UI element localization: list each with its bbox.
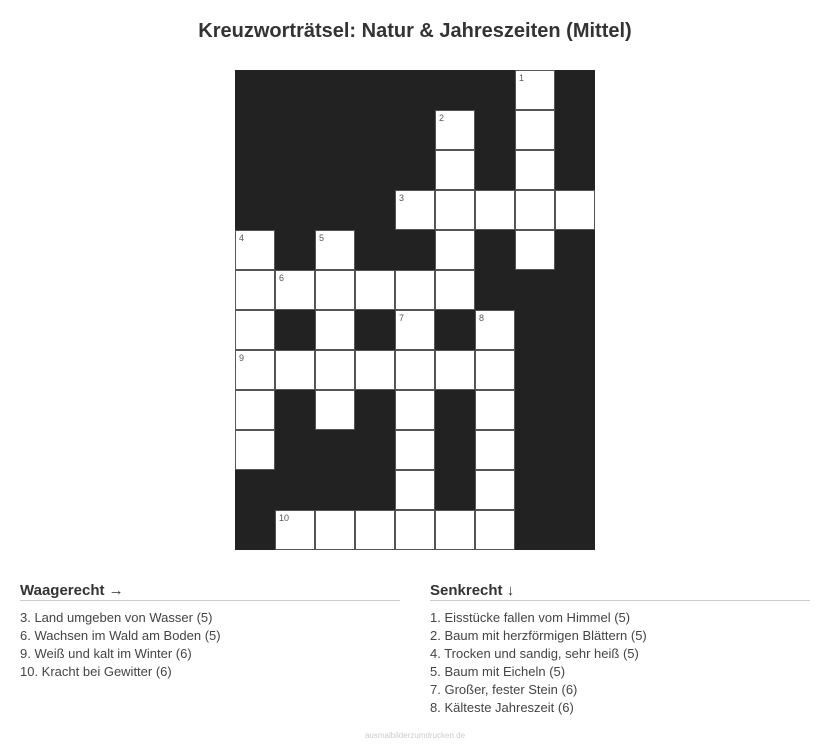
crossword-cell[interactable] (275, 270, 315, 310)
crossword-cell[interactable] (235, 430, 275, 470)
crossword-cell[interactable] (235, 390, 275, 430)
footer-credit: ausmalbilderzumdrucken.de (364, 731, 466, 740)
across-clue: 6. Wachsen im Wald am Boden (5) (20, 628, 221, 643)
crossword-cell[interactable] (475, 310, 515, 350)
crossword-cell[interactable] (515, 150, 555, 190)
crossword-cell[interactable] (355, 270, 395, 310)
clue-number: 8 (479, 313, 485, 323)
crossword-cell[interactable] (435, 230, 475, 270)
clue-number: 1 (519, 73, 525, 83)
crossword-cell[interactable] (435, 270, 475, 310)
across-clue: 3. Land umgeben von Wasser (5) (20, 610, 213, 625)
crossword-cell[interactable] (435, 510, 475, 550)
down-clue: 5. Baum mit Eicheln (5) (430, 664, 566, 679)
crossword-cell[interactable] (395, 190, 435, 230)
clue-number: 3 (399, 193, 405, 203)
crossword-cell[interactable] (555, 190, 595, 230)
crossword-grid (235, 70, 595, 550)
crossword-cell[interactable] (315, 270, 355, 310)
crossword-cell[interactable] (515, 230, 555, 270)
crossword-cell[interactable] (395, 350, 435, 390)
clue-number: 2 (439, 113, 445, 123)
crossword-cell[interactable] (515, 70, 555, 110)
crossword-cell[interactable] (435, 150, 475, 190)
crossword-cell[interactable] (315, 230, 355, 270)
crossword-cell[interactable] (395, 270, 435, 310)
down-clue: 1. Eisstücke fallen vom Himmel (5) (430, 610, 631, 625)
crossword-cell[interactable] (275, 350, 315, 390)
page-title: Kreuzworträtsel: Natur & Jahreszeiten (Mittel) (198, 20, 632, 42)
crossword-cell[interactable] (275, 510, 315, 550)
crossword-cell[interactable] (315, 350, 355, 390)
crossword-cell[interactable] (435, 110, 475, 150)
clue-number: 7 (399, 313, 405, 323)
crossword-cell[interactable] (235, 350, 275, 390)
crossword-cell[interactable] (395, 430, 435, 470)
crossword-cell[interactable] (235, 230, 275, 270)
crossword-cell[interactable] (435, 350, 475, 390)
crossword-cell[interactable] (475, 190, 515, 230)
crossword-cell[interactable] (235, 270, 275, 310)
across-clues-section (20, 582, 400, 681)
crossword-cell[interactable] (355, 350, 395, 390)
crossword-cell[interactable] (475, 510, 515, 550)
crossword-cell[interactable] (475, 350, 515, 390)
down-clue-list (430, 609, 810, 717)
down-clue: 8. Kälteste Jahreszeit (6) (430, 700, 574, 715)
down-clue: 2. Baum mit herzförmigen Blättern (5) (430, 628, 647, 643)
across-clue: 10. Kracht bei Gewitter (6) (20, 664, 172, 679)
crossword-cell[interactable] (475, 430, 515, 470)
crossword-cell[interactable] (515, 190, 555, 230)
crossword-cell[interactable] (475, 470, 515, 510)
clue-number: 5 (319, 233, 325, 243)
down-clue: 7. Großer, fester Stein (6) (430, 682, 578, 697)
crossword-cell[interactable] (515, 110, 555, 150)
crossword-cell[interactable] (395, 470, 435, 510)
crossword-cell[interactable] (235, 310, 275, 350)
clue-number: 6 (279, 273, 285, 283)
clue-number: 4 (239, 233, 245, 243)
crossword-cell[interactable] (315, 510, 355, 550)
clue-number: 9 (239, 353, 245, 363)
down-heading: Senkrecht ↓ (430, 582, 810, 601)
crossword-cell[interactable] (315, 390, 355, 430)
crossword-cell[interactable] (435, 190, 475, 230)
across-clue: 9. Weiß und kalt im Winter (6) (20, 646, 192, 661)
across-heading: Waagerecht → (20, 582, 400, 601)
crossword-cell[interactable] (395, 310, 435, 350)
crossword-cell[interactable] (475, 390, 515, 430)
crossword-cell[interactable] (395, 510, 435, 550)
down-clues-section (430, 582, 810, 717)
crossword-cell[interactable] (315, 310, 355, 350)
crossword-cell[interactable] (395, 390, 435, 430)
crossword-cell[interactable] (355, 510, 395, 550)
down-clue: 4. Trocken und sandig, sehr heiß (5) (430, 646, 639, 661)
across-clue-list (20, 609, 400, 681)
clue-number: 10 (279, 513, 290, 523)
